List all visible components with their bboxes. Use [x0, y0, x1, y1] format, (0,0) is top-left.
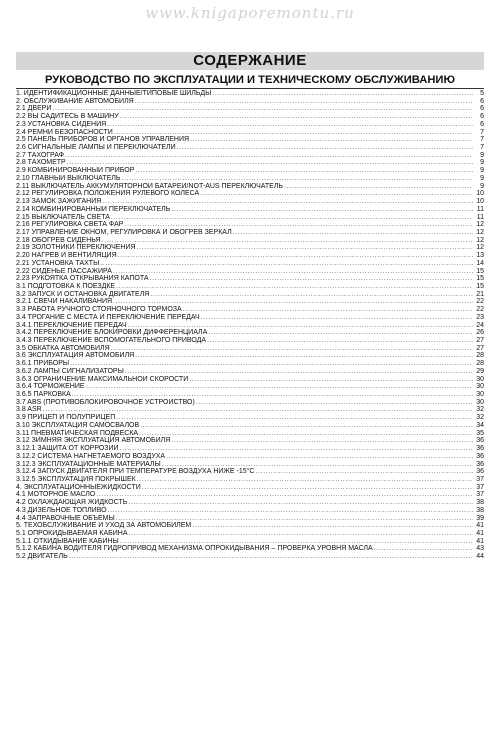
toc-entry-title: 5.2 ДВИГАТЕЛЬ — [16, 553, 68, 561]
dot-leader — [255, 468, 473, 476]
toc-entry-page: 30 — [476, 375, 484, 383]
toc-entry[interactable] — [16, 190, 484, 198]
dot-leader — [118, 252, 473, 260]
toc-entry-title: 3.12.5 ЭКСПЛУАТАЦИЯ ПОКРЫШЕК — [16, 475, 136, 483]
dot-leader — [135, 98, 473, 106]
toc-entry-page: 6 — [480, 97, 484, 105]
toc-entry-title: 3.6.3 ОГРАНИЧЕНИЕ МАКСИМАЛЬНОЙ СКОРОСТИ — [16, 375, 189, 383]
dot-leader — [374, 545, 473, 553]
toc-entry[interactable] — [16, 345, 484, 353]
toc-entry[interactable] — [16, 445, 484, 453]
toc-entry-page: 7 — [480, 144, 484, 152]
toc-entry-title: 3.4.1 ПЕРЕКЛЮЧЕНИЕ ПЕРЕДАЧ — [16, 321, 127, 329]
toc-entry-title: 3.5 ОБКАТКА АВТОМОБИЛЯ — [16, 344, 110, 352]
toc-entry[interactable] — [16, 406, 484, 414]
dot-leader — [171, 206, 473, 214]
dot-leader — [135, 352, 473, 360]
toc-entry-page: 27 — [476, 337, 484, 344]
toc-entry-title: 2.18 ОБОГРЕВ СИДЕНЬЯ — [16, 236, 101, 244]
toc-entry-page: 26 — [476, 329, 484, 337]
dot-leader — [135, 167, 473, 175]
dot-leader — [166, 453, 473, 461]
toc-entry[interactable] — [16, 499, 484, 507]
toc-entry-title: 5.1.1 ОТКИДЫВАНИЕ КАБИНЫ — [16, 537, 119, 545]
toc-entry[interactable] — [16, 90, 484, 98]
toc-entry[interactable] — [16, 376, 484, 384]
dot-leader — [113, 268, 473, 276]
toc-entry[interactable] — [16, 329, 484, 337]
dot-leader — [183, 306, 473, 314]
toc-entry-title: 2.8 ТАХОМЕТР — [16, 159, 66, 167]
toc-entry-title: 3.6 ЭКСПЛУАТАЦИЯ АВТОМОБИЛЯ — [16, 352, 135, 360]
table-of-contents — [16, 90, 484, 561]
toc-entry[interactable] — [16, 476, 484, 484]
toc-entry-title: 2.23 РУКОЯТКА ОТКРЫВАНИЯ КАПОТА — [16, 275, 149, 283]
toc-entry[interactable] — [16, 183, 484, 191]
dot-leader — [162, 461, 473, 469]
toc-entry-page: 36 — [476, 452, 484, 460]
toc-entry-title: 4. ЭКСПЛУАТАЦИОННЫЕЖИДКОСТИ — [16, 483, 141, 491]
toc-entry[interactable] — [16, 121, 484, 129]
toc-entry[interactable] — [16, 136, 484, 144]
toc-entry-title: 3.6.1 ПРИБОРЫ — [16, 360, 70, 368]
dot-leader — [120, 538, 473, 546]
toc-entry[interactable] — [16, 414, 484, 422]
dot-leader — [116, 414, 473, 422]
toc-entry-title: 3.12 ЗИМНЯЯ ЭКСПЛУАТАЦИЯ АВТОМОБИЛЯ — [16, 437, 171, 445]
toc-entry[interactable] — [16, 113, 484, 121]
toc-entry-page: 22 — [476, 306, 484, 314]
toc-entry[interactable] — [16, 167, 484, 175]
toc-entry[interactable] — [16, 268, 484, 276]
dot-leader — [116, 515, 473, 523]
toc-entry-page: 36 — [476, 468, 484, 476]
toc-entry-page: 21 — [476, 290, 484, 298]
toc-entry-title: 5.1.2 КАБИНА ВОДИТЕЛЯ ГИДРОПРИВОД МЕХАНИЗМА ОПРОКИДЫВАНИЯ – ПРОВЕРКА УРОВНЯ МАСЛА — [16, 545, 373, 553]
toc-entry-title: 3.1 ПОДГОТОВКА К ПОЕЗДКЕ — [16, 282, 116, 290]
dot-leader — [201, 314, 473, 322]
dot-leader — [142, 484, 473, 492]
toc-entry-page: 35 — [476, 429, 484, 437]
toc-entry-page: 22 — [476, 298, 484, 306]
dot-leader — [121, 175, 473, 183]
toc-entry-title: 2.7 ТАХОГРАФ — [16, 151, 65, 159]
toc-entry-title: 2.17 УПРАВЛЕНИЕ ОКНОМ, РЕГУЛИРОВКА И ОБОГРЕВ ЗЕРКАЛ — [16, 228, 232, 236]
toc-entry-page: 12 — [476, 244, 484, 252]
toc-entry-page: 15 — [476, 282, 484, 290]
dot-leader — [139, 430, 473, 438]
toc-entry-page: 12 — [476, 228, 484, 236]
dot-leader — [52, 105, 473, 113]
toc-entry-title: 3.12.4 ЗАПУСК ДВИГАТЕЛЯ ПРИ ТЕМПЕРАТУРЕ ВОЗДУХА НИЖЕ -15°С — [16, 468, 255, 476]
dot-leader — [70, 360, 473, 368]
toc-entry[interactable] — [16, 298, 484, 306]
toc-entry[interactable] — [16, 129, 484, 137]
dot-leader — [102, 237, 473, 245]
dot-leader — [137, 476, 473, 484]
toc-entry[interactable] — [16, 244, 484, 252]
dot-leader — [111, 214, 473, 222]
toc-entry[interactable] — [16, 159, 484, 167]
toc-entry[interactable] — [16, 383, 484, 391]
toc-entry-page: 9 — [480, 159, 484, 167]
toc-entry-page: 5 — [480, 90, 484, 97]
toc-entry-page: 14 — [476, 259, 484, 267]
toc-entry-page: 11 — [476, 205, 484, 213]
toc-entry-title: 3.12.1 ЗАЩИТА ОТ КОРРОЗИИ — [16, 445, 119, 453]
toc-entry-page: 15 — [476, 267, 484, 275]
toc-entry[interactable] — [16, 461, 484, 469]
toc-entry-page: 13 — [476, 252, 484, 260]
toc-entry-title: 3.2 ЗАПУСК И ОСТАНОВКА ДВИГАТЕЛЯ — [16, 290, 150, 298]
toc-entry-page: 38 — [476, 499, 484, 507]
toc-entry-title: 2.21 УСТАНОВКА ТАХТЫ — [16, 259, 100, 267]
toc-entry-title: 4.2 ОХЛАЖДАЮЩАЯ ЖИДКОСТЬ — [16, 499, 128, 507]
toc-entry[interactable] — [16, 430, 484, 438]
toc-entry-title: 2.3 УСТАНОВКА СИДЕНИЯ — [16, 120, 107, 128]
toc-entry-page: 37 — [476, 475, 484, 483]
toc-entry-page: 7 — [480, 136, 484, 144]
toc-entry-title: 3.6.2 ЛАМПЫ СИГНАЛИЗАТОРЫ — [16, 367, 124, 375]
toc-entry-title: 2.9 КОМБИНИРОВАННЫЙ ПРИБОР — [16, 167, 135, 175]
toc-entry-page: 12 — [476, 236, 484, 244]
toc-entry-title: 2.15 ВЫКЛЮЧАТЕЛЬ СВЕТА — [16, 213, 110, 221]
dot-leader — [189, 376, 473, 384]
dot-leader — [100, 260, 473, 268]
toc-entry[interactable] — [16, 453, 484, 461]
dot-leader — [86, 383, 473, 391]
toc-entry-page: 37 — [476, 491, 484, 499]
toc-entry-title: 2.22 СИДЕНЬЕ ПАССАЖИРА — [16, 267, 112, 275]
toc-entry[interactable] — [16, 98, 484, 106]
toc-entry-title: 3.4.3 ПЕРЕКЛЮЧЕНИЕ ВСПОМОГАТЕЛЬНОГО ПРИВОДА — [16, 337, 207, 344]
toc-entry-title: 2.1 ДВЕРИ — [16, 105, 52, 113]
toc-entry[interactable] — [16, 175, 484, 183]
dot-leader — [102, 198, 473, 206]
dot-leader — [65, 152, 473, 160]
toc-entry-title: 2.16 РЕГУЛИРОВКА СВЕТА ФАР — [16, 221, 124, 229]
toc-entry-page: 37 — [476, 483, 484, 491]
toc-entry-page: 41 — [476, 529, 484, 537]
dot-leader — [177, 144, 473, 152]
toc-entry-page: 9 — [480, 167, 484, 175]
dot-leader — [129, 530, 473, 538]
toc-entry[interactable] — [16, 507, 484, 515]
toc-entry-title: 3.12.3 ЭКСПЛУАТАЦИОННЫЕ МАТЕРИАЛЫ — [16, 460, 161, 468]
dot-leader — [72, 391, 473, 399]
toc-entry-page: 32 — [476, 414, 484, 422]
toc-entry-page: 9 — [480, 174, 484, 182]
toc-entry[interactable] — [16, 105, 484, 113]
toc-entry[interactable] — [16, 553, 484, 561]
toc-entry[interactable] — [16, 437, 484, 445]
toc-entry[interactable] — [16, 229, 484, 237]
toc-entry[interactable] — [16, 237, 484, 245]
dot-leader — [69, 553, 473, 561]
toc-entry-title: 3.4.2 ПЕРЕКЛЮЧЕНИЕ БЛОКИРОВКИ ДИФФЕРЕНЦИАЛА — [16, 329, 208, 337]
toc-entry-title: 2.5 ПАНЕЛЬ ПРИБОРОВ И ОРГАНОВ УПРАВЛЕНИЯ — [16, 136, 190, 144]
toc-entry-title: 5.1 ОПРОКИДЫВАЕМАЯ КАБИНА — [16, 529, 128, 537]
toc-entry[interactable] — [16, 491, 484, 499]
toc-entry[interactable] — [16, 144, 484, 152]
toc-entry-page: 15 — [476, 275, 484, 283]
toc-entry-title: 3.3 РАБОТА РУЧНОГО СТОЯНОЧНОГО ТОРМОЗА — [16, 306, 182, 314]
toc-entry-title: 3.10 ЭКСПЛУАТАЦИЯ САМОСВАЛОВ — [16, 421, 140, 429]
dot-leader — [116, 283, 473, 291]
toc-entry-page: 23 — [476, 313, 484, 321]
toc-entry-title: 3.6.4 ТОРМОЖЕНИЕ — [16, 383, 85, 391]
toc-entry[interactable] — [16, 291, 484, 299]
toc-entry[interactable] — [16, 306, 484, 314]
dot-leader — [208, 329, 473, 337]
toc-entry[interactable] — [16, 399, 484, 407]
toc-entry-page: 10 — [476, 198, 484, 206]
dot-leader — [108, 507, 473, 515]
toc-entry-page: 28 — [476, 352, 484, 360]
toc-entry-title: 2.11 ВЫКЛЮЧАТЕЛЬ АККУМУЛЯТОРНОЙ БАТАРЕИ/NOT-AUS ПЕРЕКЛЮЧАТЕЛЬ — [16, 182, 284, 190]
toc-entry-title: 2. ОБСЛУЖИВАНИЕ АВТОМОБИЛЯ — [16, 97, 134, 105]
toc-entry-page: 38 — [476, 506, 484, 514]
toc-entry-page: 6 — [480, 120, 484, 128]
toc-entry-page: 27 — [476, 344, 484, 352]
toc-entry-title: 2.6 СИГНАЛЬНЫЕ ЛАМПЫ И ПЕРЕКЛЮЧАТЕЛИ — [16, 144, 176, 152]
toc-entry-title: 2.19 ЗОЛОТНИКИ ПЕРЕКЛЮЧЕНИЯ — [16, 244, 136, 252]
toc-entry[interactable] — [16, 468, 484, 476]
toc-entry-title: 2.20 НАГРЕВ И ВЕНТИЛЯЦИЯ — [16, 252, 117, 260]
toc-entry-title: 4.4 ЗАПРАВОЧНЫЕ ОБЪЕМЫ — [16, 514, 115, 522]
dot-leader — [120, 445, 473, 453]
dot-leader — [212, 90, 473, 98]
toc-entry[interactable] — [16, 221, 484, 229]
toc-entry[interactable] — [16, 484, 484, 492]
dot-leader — [207, 337, 473, 345]
toc-entry-title: 3.4 ТРОГАНИЕ С МЕСТА И ПЕРЕКЛЮЧЕНИЕ ПЕРЕДАЧ — [16, 313, 200, 321]
toc-entry-title: 3.2.1 СВЕЧИ НАКАЛИВАНИЯ — [16, 298, 113, 306]
toc-entry[interactable] — [16, 283, 484, 291]
toc-entry-page: 34 — [476, 421, 484, 429]
toc-entry-page: 36 — [476, 460, 484, 468]
toc-entry[interactable] — [16, 545, 484, 553]
toc-entry-page: 9 — [480, 151, 484, 159]
toc-entry-title: 3.8 ASR — [16, 406, 42, 414]
toc-entry-page: 11 — [476, 213, 484, 221]
dot-leader — [107, 121, 473, 129]
toc-entry-title: 2.12 РЕГУЛИРОВКА ПОЛОЖЕНИЯ РУЛЕВОГО КОЛЕСА — [16, 190, 200, 198]
dot-leader — [43, 406, 473, 414]
toc-entry[interactable] — [16, 538, 484, 546]
toc-entry[interactable] — [16, 360, 484, 368]
toc-entry-title: 2.10 ГЛАВНЫЙ ВЫКЛЮЧАТЕЛЬ — [16, 174, 121, 182]
dot-leader — [150, 275, 473, 283]
toc-entry[interactable] — [16, 422, 484, 430]
toc-entry-title: 2.14 КОМБИНИРОВАННЫЙ ПЕРЕКЛЮЧАТЕЛЬ — [16, 205, 171, 213]
toc-entry[interactable] — [16, 198, 484, 206]
toc-entry-title: 3.11 ПНЕВМАТИЧЕСКАЯ ПОДВЕСКА — [16, 429, 139, 437]
toc-entry-title: 4.1 МОТОРНОЕ МАСЛО — [16, 491, 96, 499]
site-watermark: www.knigaporemontu.ru — [145, 4, 355, 22]
dot-leader — [140, 422, 473, 430]
dot-leader — [120, 113, 473, 121]
toc-entry-page: 43 — [476, 545, 484, 553]
toc-entry-page: 32 — [476, 406, 484, 414]
toc-entry[interactable] — [16, 206, 484, 214]
dot-leader — [233, 229, 473, 237]
toc-entry-page: 44 — [476, 553, 484, 561]
toc-entry-title: 2.13 ЗАМОК ЗАЖИГАНИЯ — [16, 198, 102, 206]
dot-leader — [96, 491, 473, 499]
dot-leader — [150, 291, 473, 299]
dot-leader — [114, 129, 473, 137]
toc-entry[interactable] — [16, 352, 484, 360]
toc-entry[interactable] — [16, 322, 484, 330]
toc-entry-page: 39 — [476, 514, 484, 522]
toc-entry-title: 2.2 ВЫ САДИТЕСЬ В МАШИНУ — [16, 113, 119, 121]
toc-entry-page: 6 — [480, 113, 484, 121]
toc-entry-page: 41 — [476, 522, 484, 530]
toc-entry[interactable] — [16, 530, 484, 538]
toc-entry-page: 36 — [476, 437, 484, 445]
toc-entry-title: 4.3 ДИЗЕЛЬНОЕ ТОПЛИВО — [16, 506, 107, 514]
toc-entry[interactable] — [16, 275, 484, 283]
dot-leader — [200, 190, 473, 198]
dot-leader — [192, 522, 473, 530]
dot-leader — [190, 136, 473, 144]
dot-leader — [124, 221, 473, 229]
dot-leader — [171, 437, 473, 445]
toc-entry-page: 36 — [476, 445, 484, 453]
toc-entry-page: 30 — [476, 391, 484, 399]
toc-entry[interactable] — [16, 152, 484, 160]
toc-entry[interactable] — [16, 522, 484, 530]
dot-leader — [196, 399, 473, 407]
toc-entry-title: 3.9 ПРИЦЕП И ПОЛУПРИЦЕП — [16, 414, 116, 422]
toc-entry-page: 29 — [476, 367, 484, 375]
toc-entry-page: 30 — [476, 398, 484, 406]
toc-entry[interactable] — [16, 260, 484, 268]
toc-entry[interactable] — [16, 515, 484, 523]
toc-entry-page: 9 — [480, 182, 484, 190]
toc-entry-page: 30 — [476, 383, 484, 391]
toc-entry[interactable] — [16, 337, 484, 345]
toc-entry-title: 3.6.5 ПАРКОВКА — [16, 391, 71, 399]
heading-divider — [16, 88, 484, 89]
dot-leader — [67, 159, 473, 167]
dot-leader — [113, 298, 473, 306]
toc-entry-page: 10 — [476, 190, 484, 198]
toc-entry[interactable] — [16, 252, 484, 260]
toc-entry-title: 5. ТЕХОБСЛУЖИВАНИЕ И УХОД ЗА АВТОМОБИЛЕМ — [16, 522, 192, 530]
dot-leader — [128, 499, 473, 507]
toc-entry-page: 7 — [480, 128, 484, 136]
dot-leader — [111, 345, 473, 353]
toc-entry[interactable] — [16, 214, 484, 222]
toc-entry-title: 3.7 ABS (ПРОТИВОБЛОКИРОВОЧНОЕ УСТРОЙСТВО) — [16, 398, 195, 406]
toc-entry[interactable] — [16, 314, 484, 322]
page-title: СОДЕРЖАНИЕ — [16, 52, 484, 70]
dot-leader — [125, 368, 473, 376]
toc-entry-page: 24 — [476, 321, 484, 329]
dot-leader — [284, 183, 473, 191]
toc-entry-title: 3.12.2 СИСТЕМА НАГНЕТАЕМОГО ВОЗДУХА — [16, 452, 166, 460]
section-heading: РУКОВОДСТВО ПО ЭКСПЛУАТАЦИИ И ТЕХНИЧЕСКОМУ ОБСЛУЖИВАНИЮ — [44, 74, 455, 86]
dot-leader — [137, 244, 473, 252]
toc-entry-page: 41 — [476, 537, 484, 545]
dot-leader — [128, 322, 473, 330]
toc-entry-page: 12 — [476, 221, 484, 229]
toc-entry-page: 28 — [476, 360, 484, 368]
toc-entry[interactable] — [16, 391, 484, 399]
toc-entry-title: 2.4 РЕМНИ БЕЗОПАСНОСТИ — [16, 128, 113, 136]
toc-entry-title: 1. ИДЕНТИФИКАЦИОННЫЕ ДАННЫЕ/ТИПОВЫЕ ШИЛЬДЫ — [16, 90, 212, 97]
toc-entry-page: 6 — [480, 105, 484, 113]
toc-entry[interactable] — [16, 368, 484, 376]
